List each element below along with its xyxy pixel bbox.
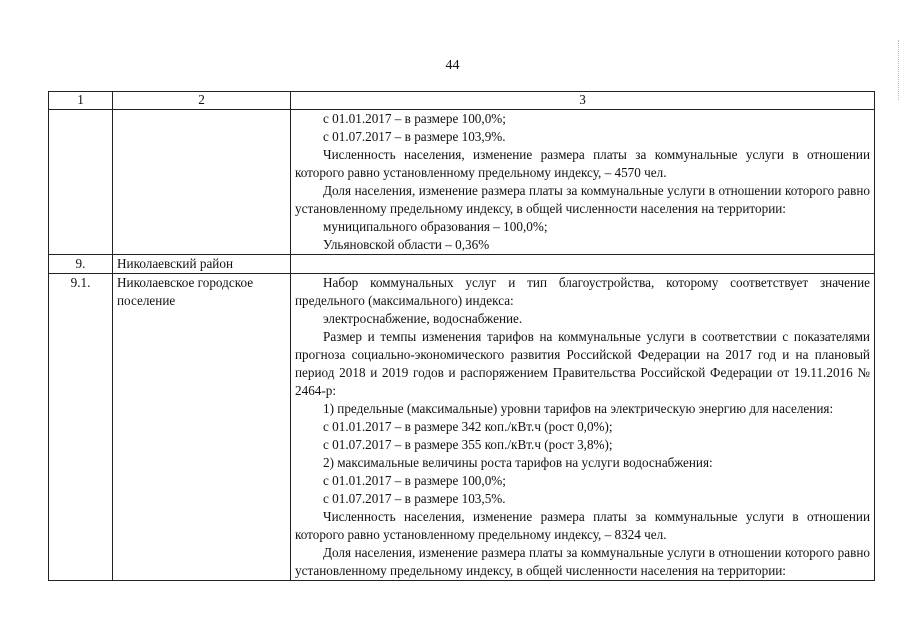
share-paragraph: Доля населения, изменение размера платы за коммунальные услуги в отношении которого равно установленному предельному индексу, в общей численности населения на территории: xyxy=(295,545,870,578)
electric-paragraph: 1) предельные (максимальные) уровни тарифов на электрическую энергию для населения: xyxy=(323,401,834,416)
settlement-description xyxy=(291,274,875,581)
electric-line: с 01.01.2017 – в размере 342 коп./кВт.ч (рост 0,0%); xyxy=(323,419,613,434)
district-name: Николаевский район xyxy=(113,255,291,274)
population-paragraph: Численность населения, изменение размера платы за коммунальные услуги в отношении которого равно установленному предельному индексу, – 8324 чел. xyxy=(295,509,870,542)
scan-edge-marks xyxy=(894,40,899,100)
district-number: 9. xyxy=(49,255,113,274)
share-paragraph: Доля населения, изменение размера платы за коммунальные услуги в отношении которого равно установленному предельному индексу, в общей численности населения на территории: xyxy=(295,183,870,216)
cell-num-empty xyxy=(49,110,113,255)
water-heading: 2) максимальные величины роста тарифов на услуги водоснабжения: xyxy=(323,455,713,470)
cell-description-continued xyxy=(291,110,875,255)
header-col-2: 2 xyxy=(113,92,291,110)
date-line: с 01.07.2017 – в размере 103,9%. xyxy=(323,129,506,144)
service-set-line: электроснабжение, водоснабжение. xyxy=(323,311,523,326)
share-line: Ульяновской области – 0,36% xyxy=(323,237,490,252)
table-row-continued xyxy=(49,110,875,255)
table-row-district xyxy=(49,255,875,274)
share-line: муниципального образования – 100,0%; xyxy=(323,219,548,234)
table-header-row xyxy=(49,92,875,110)
table-row-settlement xyxy=(49,274,875,581)
date-line: с 01.01.2017 – в размере 100,0%; xyxy=(323,111,506,126)
settlement-name: Николаевское городское поселение xyxy=(113,274,291,581)
page-number: 44 xyxy=(445,58,460,73)
header-col-1: 1 xyxy=(49,92,113,110)
service-set-paragraph: Набор коммунальных услуг и тип благоустройства, которому соответствует значение предельного (максимального) индекса: xyxy=(295,275,870,308)
electric-line: с 01.07.2017 – в размере 355 коп./кВт.ч (рост 3,8%); xyxy=(323,437,613,452)
water-line: с 01.01.2017 – в размере 100,0%; xyxy=(323,473,506,488)
document-table xyxy=(48,91,875,581)
header-col-3: 3 xyxy=(291,92,875,110)
cell-name-empty xyxy=(113,110,291,255)
water-line: с 01.07.2017 – в размере 103,5%. xyxy=(323,491,506,506)
tariffs-paragraph: Размер и темпы изменения тарифов на коммунальные услуги в соответствии с показателями прогноза социально-экономического развития Российской Федерации на 2017 год и на плановый период 2018 и 2019 годов и распоряжением Правительства Российской Федерации от 19.11.2016 № 2464-р: xyxy=(295,329,870,398)
population-paragraph: Численность населения, изменение размера платы за коммунальные услуги в отношении которого равно установленному предельному индексу, – 4570 чел. xyxy=(295,147,870,180)
settlement-number: 9.1. xyxy=(49,274,113,581)
district-description-empty xyxy=(291,255,875,274)
